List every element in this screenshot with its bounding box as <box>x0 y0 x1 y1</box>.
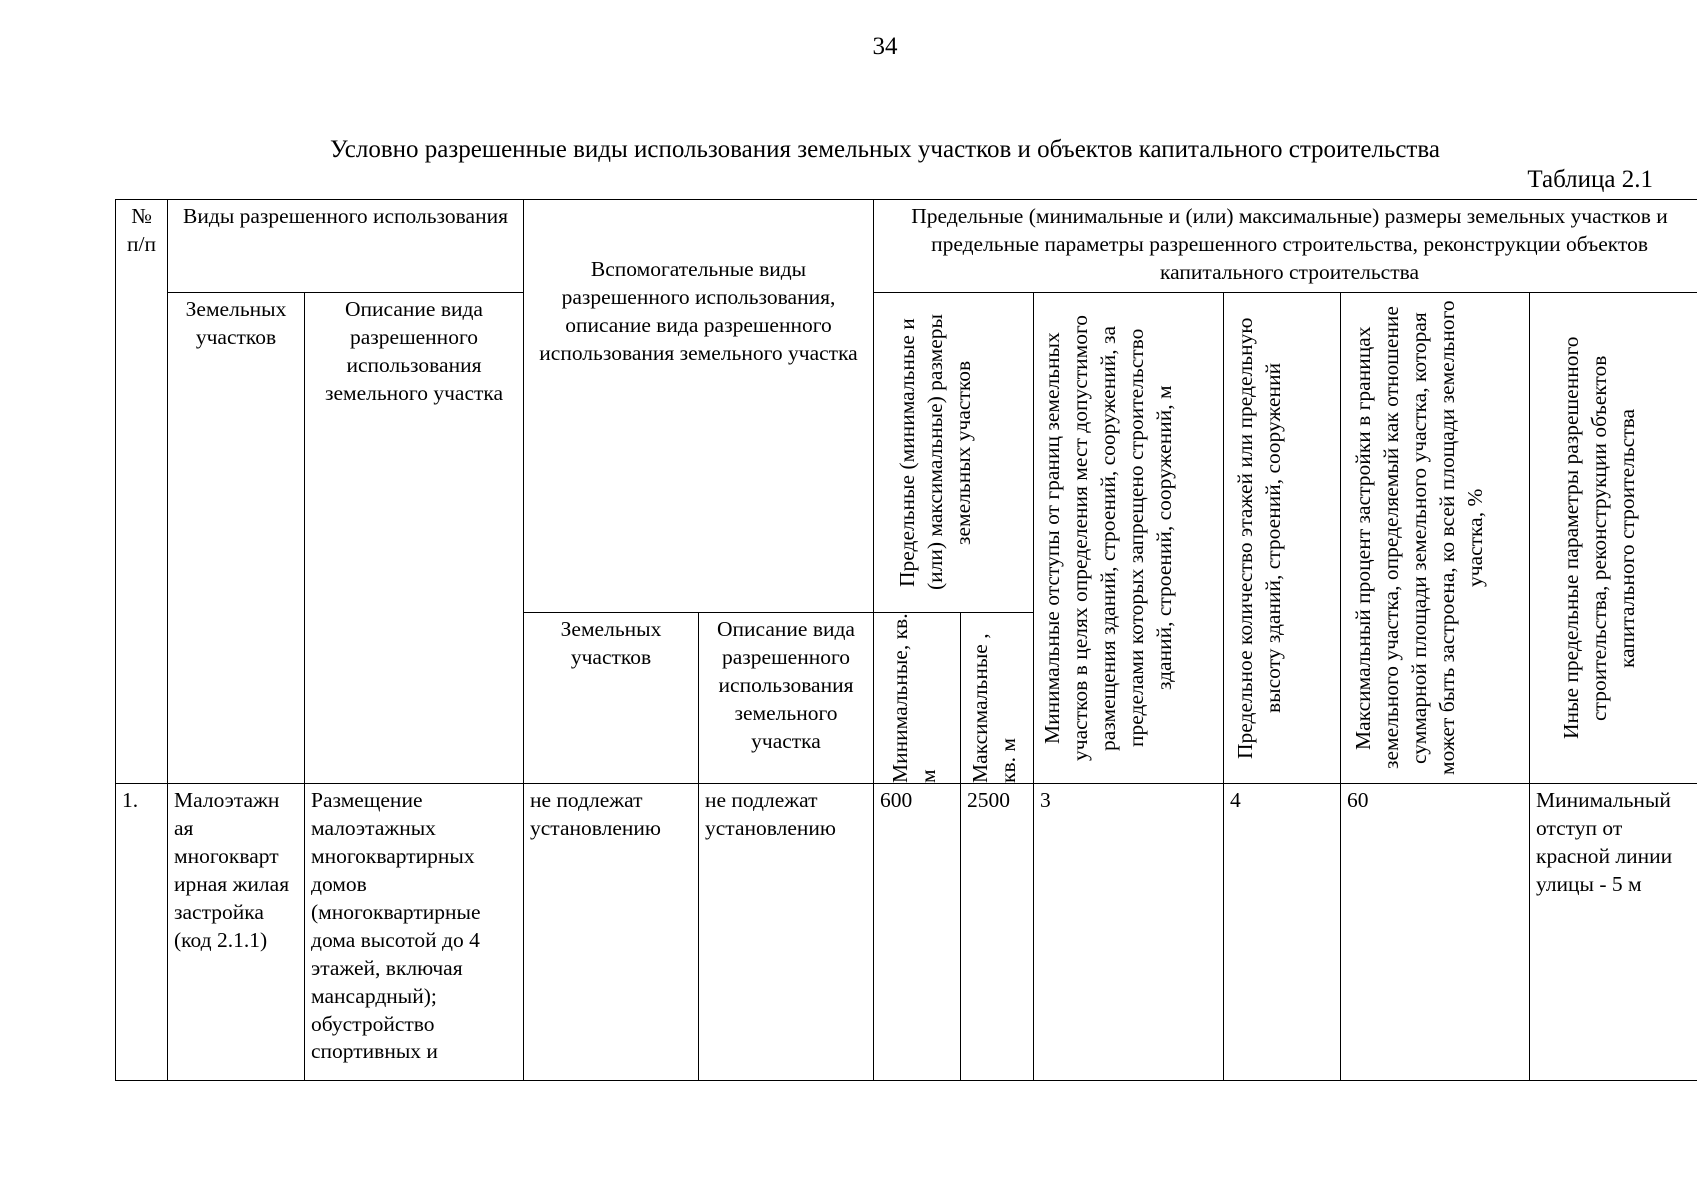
cell-coverage: 60 <box>1341 784 1530 1081</box>
header-num: № п/п <box>116 200 168 784</box>
header-auxiliary-uses-text: Вспомогательные виды разрешенного использования, описание вида разрешенного использования земельного участка <box>539 257 858 365</box>
header-floors <box>1224 293 1341 784</box>
header-setbacks-text: Минимальные отступы от границ земельных участков в целях определения мест допустимого размещения зданий, строений, сооружений, за пределами которых запрещено строительство зданий, строений, сооружений, м <box>1039 314 1176 762</box>
table-row <box>116 784 1697 1081</box>
header-min-area <box>874 613 961 784</box>
header-max-area-text: Максимальные , кв. м <box>968 633 1020 783</box>
page-title: Условно разрешенные виды использования земельных участков и объектов капитального строительства <box>330 136 1440 163</box>
header-plot-sizes-text: Предельные (минимальные и (или) максимальные) размеры земельных участков <box>894 314 975 591</box>
header-other-parameters <box>1530 293 1697 784</box>
cell-min-area: 600 <box>874 784 961 1081</box>
cell-aux-description: не подлежат установлению <box>699 784 874 1081</box>
cell-num: 1. <box>116 784 168 1081</box>
header-aux-land-plots: Земельных участков <box>524 613 699 784</box>
cell-other-parameters: Минимальный отступ от красной линии улицы - 5 м <box>1530 784 1697 1081</box>
regulations-table <box>115 199 1697 1081</box>
cell-aux-land: не подлежат установлению <box>524 784 699 1081</box>
cell-setbacks: 3 <box>1034 784 1224 1081</box>
cell-land-use: Малоэтажн ая многокварт ирная жилая застройка (код 2.1.1) <box>168 784 305 1081</box>
header-land-plots: Земельных участков <box>168 293 305 784</box>
cell-use-description: Размещение малоэтажных многоквартирных домов (многоквартирные дома высотой до 4 этажей, включая мансардный); обустройство спортивных и <box>305 784 524 1081</box>
header-other-parameters-text: Иные предельные параметры разрешенного строительства, реконструкции объектов капитального строительства <box>1558 336 1639 740</box>
header-permitted-uses: Виды разрешенного использования <box>168 200 524 293</box>
header-aux-use-description: Описание вида разрешенного использования земельного участка <box>699 613 874 784</box>
header-max-area <box>961 613 1034 784</box>
header-coverage-text: Максимальный процент застройки в границах земельного участка, определяемый как отношение суммарной площади земельного участка, которая может быть застроена, ко всей площади земельного участка, % <box>1351 300 1487 776</box>
cell-max-area: 2500 <box>961 784 1034 1081</box>
page-number: 34 <box>872 33 898 60</box>
cell-floors: 4 <box>1224 784 1341 1081</box>
table-label: Таблица 2.1 <box>1527 166 1653 193</box>
header-setbacks <box>1034 293 1224 784</box>
header-min-area-text: Минимальные, кв. м <box>888 613 940 783</box>
header-limit-parameters: Предельные (минимальные и (или) максимальные) размеры земельных участков и предельные параметры разрешенного строительства, реконструкции объектов капитального строительства <box>874 200 1697 293</box>
header-coverage <box>1341 293 1530 784</box>
header-use-description: Описание вида разрешенного использования земельного участка <box>305 293 524 784</box>
header-auxiliary-uses <box>524 200 874 613</box>
header-plot-sizes <box>874 293 1034 613</box>
header-floors-text: Предельное количество этажей или предельную высоту зданий, строений, сооружений <box>1233 317 1285 759</box>
